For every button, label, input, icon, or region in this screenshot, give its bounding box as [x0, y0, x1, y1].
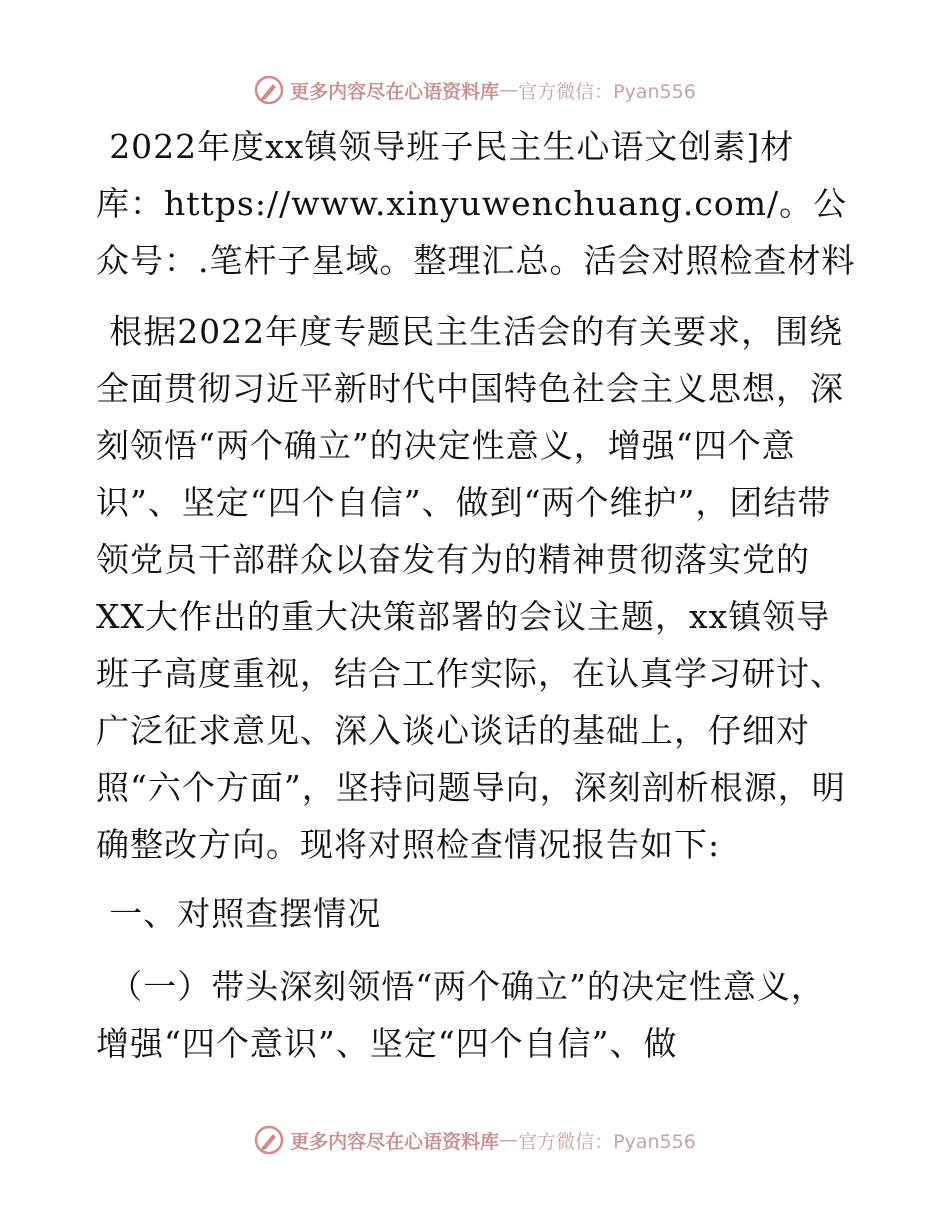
intro-paragraph: 根据2022年度专题民主生活会的有关要求，围绕全面贯彻习近平新时代中国特色社会主义思想，深刻领悟“两个确立”的决定性意义，增强“四个意识”、坚定“四个自信”、做到“两个维护”，团结带领党员干部群众以奋发有为的精神贯彻落实党的XX大作出的重大决策部署的会议主题，xx镇领导班子高度重视，结合工作实际，在认真学习研讨、广泛征求意见、深入谈心谈话的基础上，仔细对照“六个方面”，坚持问题导向，深刻剖析根源，明确整改方向。现将对照检查情况报告如下: [96, 312, 846, 864]
header-watermark [0, 72, 950, 108]
pen-logo-icon [254, 1125, 284, 1155]
watermark-separator: — [499, 79, 519, 101]
watermark-separator: — [499, 1129, 519, 1151]
watermark-wechat-text: 官方微信：Pyan556 [518, 80, 696, 103]
watermark-main-text: 更多内容尽在心语资料库 [290, 80, 500, 103]
pen-logo-icon [254, 75, 284, 105]
document-title: 2022年度xx镇领导班子民主生心语文创素]材库：https://www.xinyuwenchuang.com/。公众号：.笔杆子星域。整理汇总。活会对照检查材料 [96, 127, 856, 280]
document-body [96, 118, 856, 1084]
watermark-wechat-text: 官方微信：Pyan556 [518, 1130, 696, 1153]
subsection-heading: （一）带头深刻领悟“两个确立”的决定性意义，增强“四个意识”、坚定“四个自信”、做 [96, 967, 825, 1063]
watermark-main-text: 更多内容尽在心语资料库 [290, 1130, 500, 1153]
footer-watermark [0, 1122, 950, 1158]
section-heading: 一、对照查摆情况 [109, 894, 382, 933]
